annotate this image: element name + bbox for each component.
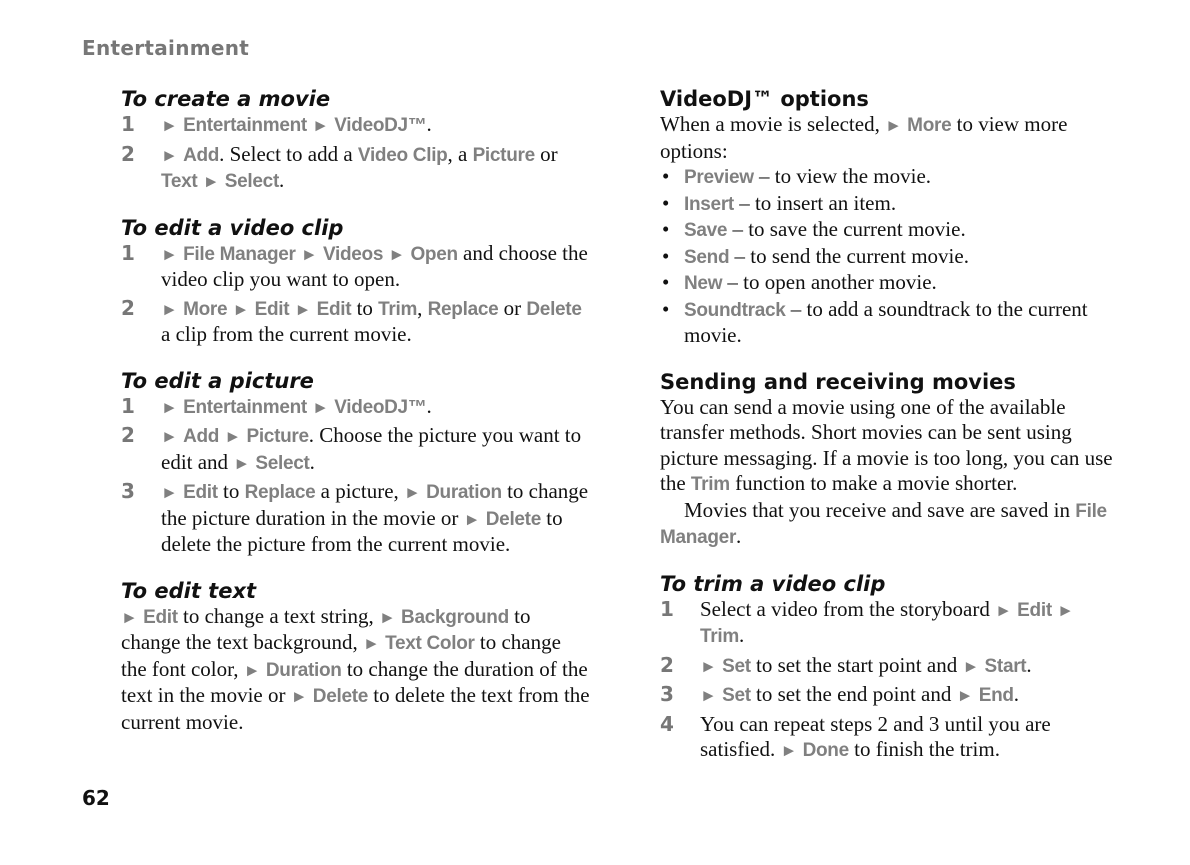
menu-key: Video Clip: [357, 144, 448, 166]
edit-picture-section: [121, 368, 591, 558]
sending-heading: Sending and receiving movies: [660, 369, 1016, 394]
arrow-icon: ►: [161, 483, 178, 502]
menu-key: Edit: [143, 606, 178, 628]
menu-key: Delete: [485, 508, 541, 530]
option-desc: – to insert an item.: [733, 190, 897, 215]
step-item: [121, 241, 591, 293]
step-text: , a: [447, 141, 473, 166]
edit-text-paragraph: [121, 604, 591, 736]
menu-key: Set: [722, 655, 751, 677]
menu-key: Trim: [700, 626, 739, 647]
menu-key: Edit: [316, 298, 352, 320]
menu-key: Open: [410, 243, 458, 265]
step-item: [660, 653, 1120, 680]
arrow-icon: ►: [202, 172, 220, 191]
step-text: .: [278, 168, 285, 192]
menu-key: Replace: [244, 482, 316, 503]
step-text: or: [498, 295, 527, 320]
step-item: [121, 296, 591, 348]
arrow-icon: ►: [995, 600, 1012, 620]
step-text: and choose the video clip you want to open.: [161, 240, 588, 291]
option-item: [660, 191, 1120, 218]
step-text: a clip from the current movie.: [161, 322, 412, 346]
menu-key: Select: [224, 171, 279, 192]
option-desc: – to add a soundtrack to the current movie.: [684, 296, 1088, 347]
text: When a movie is selected,: [660, 112, 886, 136]
step-item: [660, 682, 1120, 709]
bullet-icon: •: [662, 164, 670, 188]
menu-key: End: [978, 685, 1014, 706]
arrow-icon: ►: [232, 299, 250, 319]
option-desc: – to open another movie.: [722, 270, 937, 294]
menu-key: Background: [401, 606, 509, 628]
arrow-icon: ►: [161, 244, 178, 264]
step-number: 3: [121, 479, 135, 503]
menu-key: More: [183, 298, 228, 320]
step-number: 1: [121, 112, 135, 136]
menu-key: File Manager: [183, 243, 296, 265]
menu-key: Select: [255, 452, 310, 474]
step-text: .: [309, 449, 315, 474]
arrow-icon: ►: [243, 660, 261, 680]
step-text: to: [217, 479, 245, 503]
menu-key: Preview: [684, 167, 754, 188]
bullet-icon: •: [662, 270, 670, 294]
step-item: [121, 394, 591, 421]
create-movie-steps: [121, 112, 591, 195]
menu-key: Save: [684, 220, 728, 241]
menu-key: Picture: [246, 426, 309, 447]
arrow-icon: ►: [956, 686, 974, 705]
step-text: to set the end point and: [750, 682, 957, 706]
options-list: [660, 164, 1120, 349]
sending-section: [660, 369, 1120, 551]
step-text: to change the picture duration in the movie or: [161, 479, 589, 530]
menu-key: Delete: [312, 686, 369, 707]
menu-key: Picture: [472, 144, 535, 166]
text: to change the text background,: [121, 603, 531, 654]
menu-key: Add: [183, 426, 220, 447]
sending-paragraph-1: [660, 395, 1120, 498]
text: to change the font color,: [121, 630, 561, 681]
arrow-icon: ►: [1057, 600, 1074, 620]
menu-key: Entertainment: [183, 115, 307, 136]
arrow-icon: ►: [780, 741, 798, 760]
arrow-icon: ►: [161, 397, 178, 417]
arrow-icon: ►: [700, 686, 717, 705]
edit-picture-steps: [121, 394, 591, 558]
option-desc: – to save the current movie.: [727, 217, 966, 241]
trim-steps: [660, 597, 1120, 764]
step-text: . Choose the picture you want to edit and: [161, 423, 582, 474]
text: to change the duration of the text in the movie or: [121, 656, 588, 707]
menu-key: Delete: [526, 298, 582, 320]
arrow-icon: ►: [233, 453, 251, 473]
option-item: [660, 270, 1120, 297]
left-column: [121, 86, 591, 755]
create-movie-heading: To create a movie: [121, 87, 331, 111]
arrow-icon: ►: [161, 299, 178, 319]
menu-key: Text Color: [385, 633, 475, 654]
step-item: [121, 423, 591, 476]
arrow-icon: ►: [224, 427, 242, 446]
step-number: 4: [660, 711, 674, 736]
menu-key: More: [907, 115, 952, 136]
menu-key: Start: [984, 655, 1027, 677]
step-text: .: [738, 623, 745, 647]
options-section: [660, 86, 1120, 349]
arrow-icon: ►: [463, 509, 481, 529]
edit-clip-heading: To edit a video clip: [121, 215, 344, 240]
text: Movies that you receive and save are saved in: [684, 497, 1076, 522]
step-number: 1: [660, 596, 674, 621]
menu-key: Set: [722, 685, 751, 706]
arrow-icon: ►: [404, 483, 421, 502]
step-text: Select a video from the storyboard: [700, 596, 996, 621]
edit-text-section: [121, 578, 591, 736]
step-number: 2: [660, 652, 674, 677]
step-text: .: [1013, 682, 1019, 706]
text: .: [736, 524, 742, 548]
bullet-icon: •: [662, 243, 670, 268]
page-number: 62: [82, 786, 110, 810]
menu-key: Edit: [254, 298, 290, 320]
text: to delete the text from the current movie.: [121, 683, 590, 734]
option-item: [660, 297, 1120, 349]
text: You can send a movie using one of the available transfer methods. Short movies can be sent using picture messaging. If a movie is too long, you can use the: [660, 394, 1113, 495]
arrow-icon: ►: [388, 244, 406, 264]
step-text: ,: [417, 295, 428, 320]
option-desc: – to view the movie.: [753, 164, 932, 188]
menu-key: Add: [183, 144, 220, 166]
arrow-icon: ►: [121, 607, 138, 627]
step-text: to: [351, 295, 379, 320]
edit-text-heading: To edit text: [121, 578, 257, 603]
arrow-icon: ►: [161, 145, 178, 165]
arrow-icon: ►: [161, 116, 178, 135]
arrow-icon: ►: [378, 607, 396, 627]
menu-key: Edit: [183, 482, 218, 503]
step-text: or: [534, 141, 558, 166]
step-text: You can repeat steps 2 and 3 until you are satisfied.: [700, 711, 1051, 761]
trim-section: [660, 571, 1120, 764]
menu-key: Text: [161, 171, 198, 192]
step-text: to delete the picture from the current movie.: [161, 505, 563, 556]
menu-key: Insert: [684, 193, 734, 215]
text: to view more options:: [660, 112, 1068, 163]
option-item: [660, 164, 1120, 191]
arrow-icon: ►: [363, 634, 380, 653]
step-number: 2: [121, 295, 135, 320]
menu-key: Edit: [1017, 599, 1052, 621]
step-number: 2: [121, 141, 135, 166]
arrow-icon: ►: [300, 244, 318, 264]
options-intro: [660, 112, 1120, 164]
bullet-icon: •: [662, 217, 670, 241]
text: function to make a movie shorter.: [729, 471, 1018, 495]
bullet-icon: •: [662, 296, 670, 321]
arrow-icon: ►: [290, 687, 308, 706]
arrow-icon: ►: [962, 656, 980, 676]
menu-key: Send: [684, 246, 730, 268]
step-item: [660, 712, 1120, 764]
menu-key: VideoDJ™: [334, 115, 427, 136]
menu-key: Done: [802, 740, 849, 761]
menu-key: File Manager: [660, 500, 1107, 548]
arrow-icon: ►: [294, 299, 312, 319]
step-item: [121, 112, 591, 139]
option-item: [660, 217, 1120, 244]
option-item: [660, 244, 1120, 271]
trim-heading: To trim a video clip: [660, 571, 886, 596]
arrow-icon: ►: [312, 397, 329, 417]
edit-clip-steps: [121, 241, 591, 348]
step-text: a picture,: [315, 479, 405, 503]
step-number: 3: [660, 682, 674, 706]
sending-paragraph-2: [660, 498, 1120, 551]
bullet-icon: •: [662, 190, 670, 215]
step-text: to finish the trim.: [848, 737, 1000, 761]
edit-clip-section: [121, 215, 591, 348]
step-number: 1: [121, 393, 135, 418]
menu-key: Trim: [378, 298, 418, 320]
step-text: to set the start point and: [750, 652, 963, 677]
arrow-icon: ►: [312, 116, 329, 135]
step-text: .: [426, 112, 432, 136]
menu-key: VideoDJ™: [334, 396, 427, 418]
step-text: .: [1026, 652, 1032, 677]
options-heading: VideoDJ™ options: [660, 87, 869, 111]
step-number: 1: [121, 240, 135, 265]
arrow-icon: ►: [161, 427, 178, 446]
step-text: .: [426, 393, 432, 418]
option-desc: – to send the current movie.: [729, 243, 969, 268]
menu-key: Videos: [322, 243, 384, 265]
step-item: [121, 479, 591, 558]
menu-key: Trim: [690, 474, 730, 495]
step-number: 2: [121, 423, 135, 447]
create-movie-section: [121, 86, 591, 195]
edit-picture-heading: To edit a picture: [121, 368, 314, 393]
arrow-icon: ►: [885, 116, 902, 135]
menu-key: Soundtrack: [684, 299, 786, 321]
arrow-icon: ►: [700, 656, 717, 676]
step-item: [121, 142, 591, 195]
menu-key: Entertainment: [183, 396, 307, 418]
text: to change a text string,: [177, 603, 379, 628]
step-text: . Select to add a: [219, 141, 358, 166]
right-column: [660, 86, 1120, 784]
menu-key: Duration: [426, 482, 502, 503]
step-item: [660, 597, 1120, 650]
section-header: Entertainment: [82, 36, 250, 60]
menu-key: Duration: [265, 659, 342, 681]
menu-key: Replace: [427, 298, 499, 320]
menu-key: New: [684, 273, 723, 294]
